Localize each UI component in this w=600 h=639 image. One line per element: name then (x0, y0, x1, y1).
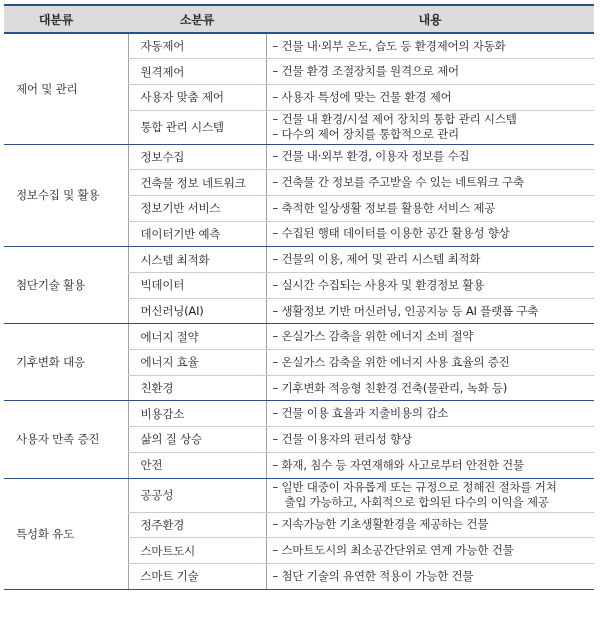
content-line: – 실시간 수집되는 사용자 및 환경정보 활용 (272, 277, 485, 292)
minor-category-cell: 자동제어 (128, 33, 266, 59)
major-category-cell: 사용자 만족 증진 (4, 401, 128, 478)
content-line: – 건축물 간 정보를 주고받을 수 있는 네트워크 구축 (272, 175, 524, 190)
major-category-cell: 제어 및 관리 (4, 33, 128, 144)
content-line: – 건물 내 환경/시설 제어 장치의 통합 관리 시스템 (272, 112, 517, 127)
major-category-cell: 기후변화 대응 (4, 324, 128, 401)
content-cell (266, 350, 594, 376)
table-body (4, 33, 594, 589)
content-line: – 건물 이용자의 편리성 향상 (272, 431, 412, 446)
table-row (4, 401, 594, 427)
table-row (4, 478, 594, 512)
content-line: – 수집된 행태 데이터를 이용한 공간 활용성 향상 (272, 226, 510, 241)
classification-table (4, 4, 594, 590)
table-row (4, 33, 594, 59)
content-line: – 사용자 특성에 맞는 건물 환경 제어 (272, 89, 452, 104)
minor-category-cell: 통합 관리 시스템 (128, 110, 266, 144)
minor-category-cell: 시스템 최적화 (128, 247, 266, 273)
content-cell (266, 195, 594, 221)
major-category-cell: 정보수집 및 활용 (4, 144, 128, 247)
content-line: 출입 가능하고, 사회적으로 합의된 다수의 이익을 제공 (284, 495, 549, 509)
content-line: – 건물의 이용, 제어 및 관리 시스템 최적화 (272, 252, 481, 267)
header-content: 내용 (266, 5, 594, 33)
content-line: – 지속가능한 기초생활환경을 제공하는 건물 (272, 517, 489, 532)
content-cell (266, 375, 594, 401)
content-cell (266, 59, 594, 85)
minor-category-cell: 정보수집 (128, 144, 266, 170)
minor-category-cell: 정보기반 서비스 (128, 195, 266, 221)
content-line: – 스마트도시의 최소공간단위로 연계 가능한 건물 (272, 543, 514, 558)
minor-category-cell: 친환경 (128, 375, 266, 401)
table-header (4, 5, 594, 33)
minor-category-cell: 공공성 (128, 478, 266, 512)
content-line: – 건물 환경 조절장치를 원격으로 제어 (272, 64, 459, 79)
minor-category-cell: 에너지 효율 (128, 350, 266, 376)
content-cell (266, 247, 594, 273)
minor-category-cell: 건축물 정보 네트워크 (128, 170, 266, 196)
content-line: – 생활정보 기반 머신러닝, 인공지능 등 AI 플랫폼 구축 (272, 303, 539, 318)
content-line: – 건물 이용 효율과 지출비용의 감소 (272, 406, 449, 421)
minor-category-cell: 비용감소 (128, 401, 266, 427)
content-line: – 건물 내·외부 환경, 이용자 정보를 수집 (272, 149, 470, 164)
content-line: – 축적한 일상생활 정보를 활용한 서비스 제공 (272, 200, 496, 215)
table-row (4, 247, 594, 273)
content-cell (266, 538, 594, 564)
minor-category-cell: 에너지 절약 (128, 324, 266, 350)
table-row (4, 144, 594, 170)
table-row (4, 324, 594, 350)
header-minor-category: 소분류 (128, 5, 266, 33)
content-cell (266, 512, 594, 538)
content-line: – 첨단 기술의 유연한 적용이 가능한 건물 (272, 568, 474, 583)
content-cell (266, 563, 594, 589)
minor-category-cell: 사용자 맞춤 제어 (128, 84, 266, 110)
content-cell (266, 478, 594, 512)
content-line: – 다수의 제어 장치를 통합적으로 관리 (272, 127, 459, 142)
minor-category-cell: 원격제어 (128, 59, 266, 85)
minor-category-cell: 빅데이터 (128, 273, 266, 299)
content-cell (266, 33, 594, 59)
content-line: – 화재, 침수 등 자연재해와 사고로부터 안전한 건물 (272, 457, 524, 472)
minor-category-cell: 스마트 기술 (128, 563, 266, 589)
minor-category-cell: 삶의 질 상승 (128, 427, 266, 453)
content-line: – 건물 내·외부 온도, 습도 등 환경제어의 자동화 (272, 38, 506, 53)
minor-category-cell: 데이터기반 예측 (128, 221, 266, 247)
content-line: – 기후변화 적응형 친환경 건축(물관리, 녹화 등) (272, 380, 508, 395)
content-line: – 일반 대중이 자유롭게 또는 규정으로 정해진 절차를 거쳐 (272, 480, 557, 494)
content-cell (266, 452, 594, 478)
content-cell (266, 110, 594, 144)
minor-category-cell: 머신러닝(AI) (128, 298, 266, 324)
header-major-category: 대분류 (4, 5, 128, 33)
content-line: – 온실가스 감축을 위한 에너지 사용 효율의 증진 (272, 354, 510, 369)
major-category-cell: 첨단기술 활용 (4, 247, 128, 324)
content-cell (266, 298, 594, 324)
content-line: – 온실가스 감축을 위한 에너지 소비 절약 (272, 329, 474, 344)
content-cell (266, 144, 594, 170)
content-cell (266, 273, 594, 299)
content-cell (266, 324, 594, 350)
minor-category-cell: 안전 (128, 452, 266, 478)
content-cell (266, 170, 594, 196)
content-cell (266, 84, 594, 110)
content-cell (266, 427, 594, 453)
content-cell (266, 221, 594, 247)
minor-category-cell: 정주환경 (128, 512, 266, 538)
content-cell (266, 401, 594, 427)
minor-category-cell: 스마트도시 (128, 538, 266, 564)
major-category-cell: 특성화 유도 (4, 478, 128, 589)
